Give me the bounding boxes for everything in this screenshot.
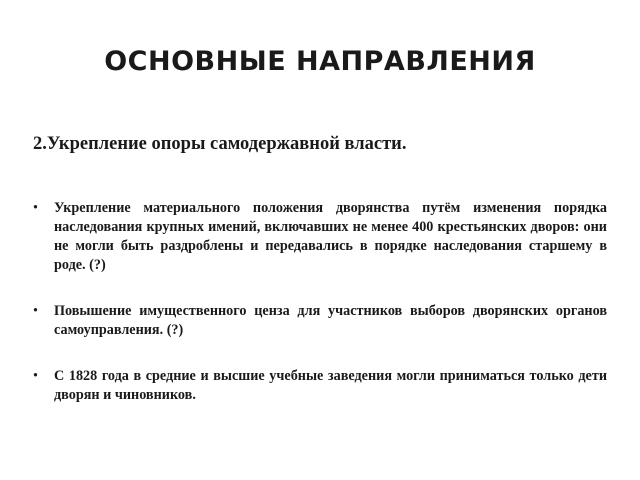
bullet-text: Укрепление материального положения дворянства путём изменения порядка наследования крупных имений, включавших не менее 400 крестьянских дворов: они не могли быть раздроблены и передавались в порядке наследования старшему в роде. (?) — [54, 200, 607, 273]
bullet-icon: • — [33, 303, 38, 319]
bullet-text: С 1828 года в средние и высшие учебные заведения могли приниматься только дети дворян и чиновников. — [54, 368, 607, 403]
bullet-item-3 — [33, 367, 607, 405]
bullet-text: Повышение имущественного ценза для участников выборов дворянских органов самоуправления. (?) — [54, 303, 607, 338]
bullet-icon: • — [33, 200, 38, 216]
bullet-list — [33, 199, 607, 405]
bullet-item-1 — [33, 199, 607, 275]
bullet-item-2 — [33, 302, 607, 340]
slide-title: ОСНОВНЫЕ НАПРАВЛЕНИЯ — [104, 46, 536, 77]
slide-subtitle: 2.Укрепление опоры самодержавной власти. — [33, 134, 407, 154]
bullet-icon: • — [33, 368, 38, 384]
